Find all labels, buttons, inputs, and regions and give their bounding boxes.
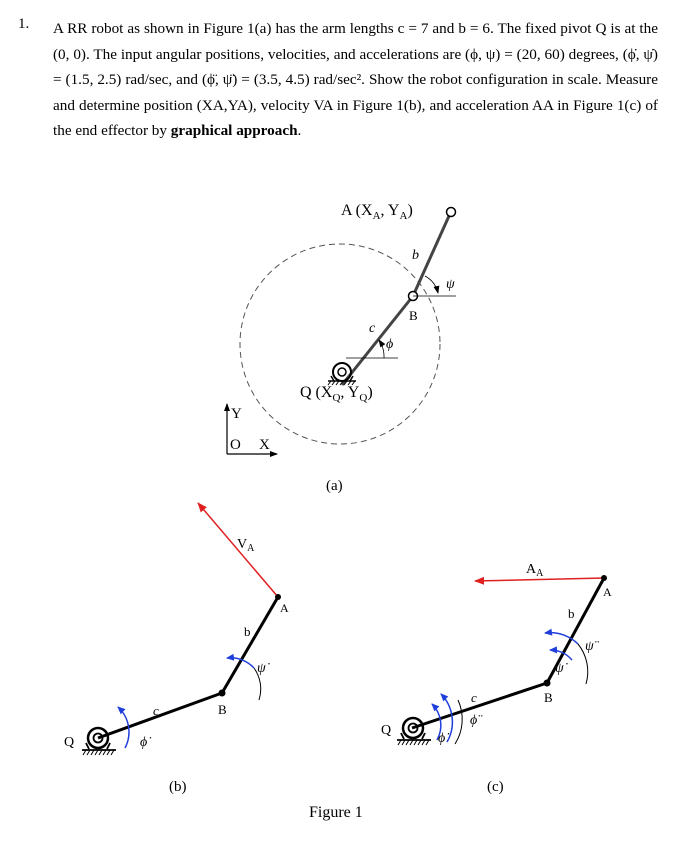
label-psiddot-c: ψ̈	[585, 639, 594, 654]
label-A-b: A	[280, 601, 289, 615]
label-psidot-b: ψ̇	[257, 661, 266, 676]
label-axis-X: X	[259, 437, 270, 453]
label-A-c: A	[603, 585, 612, 599]
label-b-a: b	[412, 248, 419, 263]
caption-c: (c)	[487, 779, 504, 795]
caption-a: (a)	[326, 478, 343, 494]
label-c-a: c	[369, 321, 376, 336]
figure-b	[64, 503, 289, 795]
problem-body: A RR robot as shown in Figure 1(a) has the arm lengths c = 7 and b = 6. The fixed pivot Q is at the (0, 0). The input angular positions, velocities, and accelerations are (ϕ, ψ) = (20, 60) degrees, (ϕ̇, ψ̇) = (1.5, 2.5) rad/sec, and (ϕ̈, ψ̈) = (3.5, 4.5) rad/sec². Show the robot configuration in scale. Measure and determine position (XA,YA), velocity VA in Figure 1(b), and acceleration AA in Figure 1(c) of the end effector by	[53, 20, 658, 139]
label-B-a: B	[409, 308, 418, 323]
problem-number: 1.	[18, 16, 30, 32]
label-c-c: c	[471, 690, 477, 705]
label-Q-b: Q	[64, 735, 75, 750]
end-A-b	[275, 594, 281, 600]
label-Q-a: Q ($X_Q$, $Y_Q$)	[300, 384, 373, 404]
label-b-b: b	[244, 624, 251, 639]
label-axis-O: O	[230, 437, 241, 453]
link-b-b	[222, 597, 278, 693]
label-B-c: B	[544, 690, 553, 705]
phi-angle-arc	[379, 340, 384, 358]
label-phidot-c: ϕ̇	[438, 731, 446, 746]
problem-end: .	[297, 122, 302, 139]
label-psi-a: ψ	[446, 277, 455, 292]
label-psidot-c: ψ̇	[555, 661, 564, 676]
label-c-b: c	[153, 703, 159, 718]
figure-c	[381, 562, 612, 795]
label-axis-Y: Y	[231, 406, 242, 422]
label-Q-c: Q	[381, 723, 392, 738]
label-B-b: B	[218, 702, 227, 717]
label-AA: $A_A$	[526, 562, 544, 579]
psi-angle-arc	[425, 276, 438, 293]
link-c	[342, 296, 413, 385]
joint-B-c	[544, 680, 551, 687]
caption-b: (b)	[169, 779, 187, 795]
figure-caption: Figure 1	[309, 804, 363, 821]
joint-B-b	[219, 690, 226, 697]
label-A: A ($X_A$, $Y_A$)	[341, 202, 413, 222]
label-phiddot-c: ϕ̈	[470, 713, 478, 728]
label-phi-a: ϕ	[386, 337, 394, 352]
end-effector-A	[447, 208, 456, 217]
link-c-c	[412, 683, 547, 728]
label-phidot-b: ϕ̇	[140, 735, 148, 750]
figure-a	[227, 202, 456, 494]
end-A-c	[601, 575, 607, 581]
label-b-c: b	[568, 606, 575, 621]
link-c-b	[98, 693, 222, 738]
workspace-circle	[240, 244, 440, 444]
phi-ddot-arc-c-black	[455, 700, 462, 744]
problem-bold-phrase: graphical approach	[170, 122, 298, 139]
label-VA: $V_A$	[237, 537, 255, 554]
